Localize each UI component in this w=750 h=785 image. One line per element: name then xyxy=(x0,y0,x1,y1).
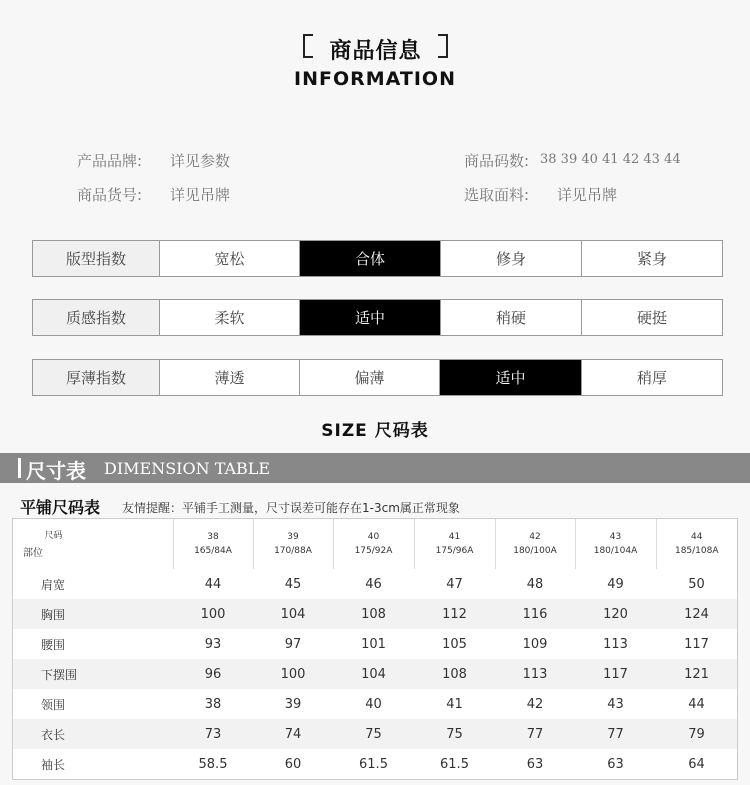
size-spec: 185/108A xyxy=(674,546,719,556)
table-cell: 64 xyxy=(688,756,705,772)
size-number: 41 xyxy=(448,532,461,542)
table-row xyxy=(13,719,737,749)
table-cell: 109 xyxy=(522,636,548,652)
sizes-value: 38 39 40 41 42 43 44 xyxy=(540,152,681,167)
table-row xyxy=(13,569,737,599)
table-cell: 61.5 xyxy=(440,756,469,772)
index-option: 柔软 xyxy=(160,300,300,335)
table-cell: 101 xyxy=(361,636,386,652)
corner-cell xyxy=(13,519,173,569)
table-cell: 38 xyxy=(204,696,222,712)
part-name: 衣长 xyxy=(13,719,173,749)
index-name: 质感指数 xyxy=(33,300,160,335)
index-option: 硬挺 xyxy=(636,309,667,327)
title-en: INFORMATION xyxy=(294,68,456,90)
part-name: 领围 xyxy=(41,697,66,712)
table-cell: 120 xyxy=(575,599,656,629)
band-bar xyxy=(18,458,21,478)
table-cell: 104 xyxy=(333,659,414,689)
fabric-value: 详见吊牌 xyxy=(557,186,618,204)
size-table xyxy=(12,518,738,780)
part-name: 肩宽 xyxy=(41,577,66,592)
size-spec: 170/88A xyxy=(274,546,312,556)
size-number: 44 xyxy=(691,532,703,542)
size-number: 42 xyxy=(529,532,541,542)
size-column-header xyxy=(253,519,333,569)
corner-part-label: 部位 xyxy=(23,548,43,559)
size-chart-title: SIZE 尺码表 xyxy=(321,421,429,441)
table-cell: 100 xyxy=(253,659,333,689)
index-option: 宽松 xyxy=(160,241,300,276)
table-cell: 74 xyxy=(253,719,333,749)
size-column-header xyxy=(173,519,253,569)
table-cell: 124 xyxy=(656,599,737,629)
table-cell: 42 xyxy=(526,696,544,712)
table-header-row xyxy=(13,519,737,569)
table-cell: 43 xyxy=(607,696,624,712)
item-value: 详见吊牌 xyxy=(170,186,231,204)
table-cell: 48 xyxy=(526,576,544,592)
table-cell: 45 xyxy=(284,576,302,592)
table-cell: 63 xyxy=(526,756,544,772)
item-label: 商品货号: xyxy=(77,186,143,204)
index-name: 版型指数 xyxy=(33,241,160,276)
table-cell: 79 xyxy=(656,719,737,749)
table-cell: 113 xyxy=(495,659,575,689)
table-cell: 77 xyxy=(575,719,656,749)
size-spec: 180/104A xyxy=(593,546,638,556)
table-row xyxy=(13,599,737,629)
title-cn: 商品信息 xyxy=(329,39,422,64)
index-row-fit xyxy=(32,240,723,277)
size-column-header xyxy=(656,519,737,569)
table-cell: 41 xyxy=(446,696,463,712)
size-number: 39 xyxy=(287,532,299,542)
index-option: 薄透 xyxy=(160,360,300,395)
part-name: 下摆围 xyxy=(13,659,173,689)
index-row-texture xyxy=(32,299,723,336)
part-name: 袖长 xyxy=(41,757,66,772)
sizes-label: 商品码数: xyxy=(464,152,530,170)
table-cell: 75 xyxy=(414,719,495,749)
table-cell: 121 xyxy=(656,659,737,689)
table-cell: 47 xyxy=(446,576,463,592)
table-cell: 39 xyxy=(284,696,302,712)
table-cell: 44 xyxy=(204,576,222,592)
part-name: 腰围 xyxy=(41,637,66,652)
index-option-selected: 合体 xyxy=(300,241,441,276)
band-title-en: DIMENSION TABLE xyxy=(104,459,271,478)
fabric-label: 选取面料: xyxy=(464,186,530,204)
table-cell: 116 xyxy=(495,599,575,629)
table-cell: 104 xyxy=(253,599,333,629)
table-cell: 112 xyxy=(414,599,495,629)
size-number: 43 xyxy=(609,532,622,542)
part-name: 胸围 xyxy=(13,599,173,629)
index-option: 偏薄 xyxy=(300,360,440,395)
section-title xyxy=(303,30,448,70)
brand-value: 详见参数 xyxy=(170,152,231,170)
index-option-selected: 适中 xyxy=(440,360,582,395)
size-column-header xyxy=(575,519,656,569)
table-cell: 40 xyxy=(365,696,382,712)
table-cell: 97 xyxy=(284,636,302,652)
index-option: 修身 xyxy=(441,241,582,276)
band-title-cn: 尺寸表 xyxy=(26,459,86,483)
size-spec: 175/92A xyxy=(354,546,393,556)
corner-size-label: 尺码 xyxy=(44,531,63,541)
table-cell: 60 xyxy=(284,756,302,772)
index-row-thickness xyxy=(32,359,723,396)
table-cell: 73 xyxy=(173,719,253,749)
table-cell: 108 xyxy=(333,599,414,629)
table-cell: 108 xyxy=(414,659,495,689)
size-column-header xyxy=(495,519,575,569)
table-row xyxy=(13,749,737,779)
table-cell: 46 xyxy=(365,576,382,592)
measure-note: 友情提醒：平铺手工测量，尺寸误差可能存在1-3cm属正常现象 xyxy=(122,501,460,515)
size-column-header xyxy=(414,519,495,569)
size-spec: 165/84A xyxy=(194,546,232,556)
size-spec: 180/100A xyxy=(513,546,557,556)
table-cell: 96 xyxy=(173,659,253,689)
table-cell: 117 xyxy=(684,636,709,652)
index-option: 稍厚 xyxy=(636,369,667,387)
table-row xyxy=(13,629,737,659)
table-cell: 49 xyxy=(607,576,624,592)
table-cell: 105 xyxy=(442,636,467,652)
brand-label: 产品品牌: xyxy=(77,152,143,170)
table-cell: 113 xyxy=(603,636,628,652)
table-cell: 63 xyxy=(607,756,624,772)
table-cell: 44 xyxy=(688,696,705,712)
dimension-band xyxy=(0,453,750,483)
size-spec: 175/96A xyxy=(435,546,474,556)
table-cell: 58.5 xyxy=(198,756,228,772)
table-cell: 77 xyxy=(495,719,575,749)
table-row xyxy=(13,689,737,719)
index-option: 紧身 xyxy=(636,250,667,268)
table-cell: 61.5 xyxy=(359,756,388,772)
index-option-selected: 适中 xyxy=(300,300,441,335)
table-cell: 75 xyxy=(333,719,414,749)
table-row xyxy=(13,659,737,689)
table-cell: 100 xyxy=(173,599,253,629)
table-cell: 50 xyxy=(688,576,705,592)
size-number: 40 xyxy=(367,532,380,542)
index-option: 稍硬 xyxy=(441,300,582,335)
table-cell: 93 xyxy=(204,636,222,652)
table-cell: 117 xyxy=(575,659,656,689)
flat-size-title: 平铺尺码表 xyxy=(20,498,101,517)
index-name: 厚薄指数 xyxy=(33,360,160,395)
size-number: 38 xyxy=(207,532,219,542)
size-column-header xyxy=(333,519,414,569)
